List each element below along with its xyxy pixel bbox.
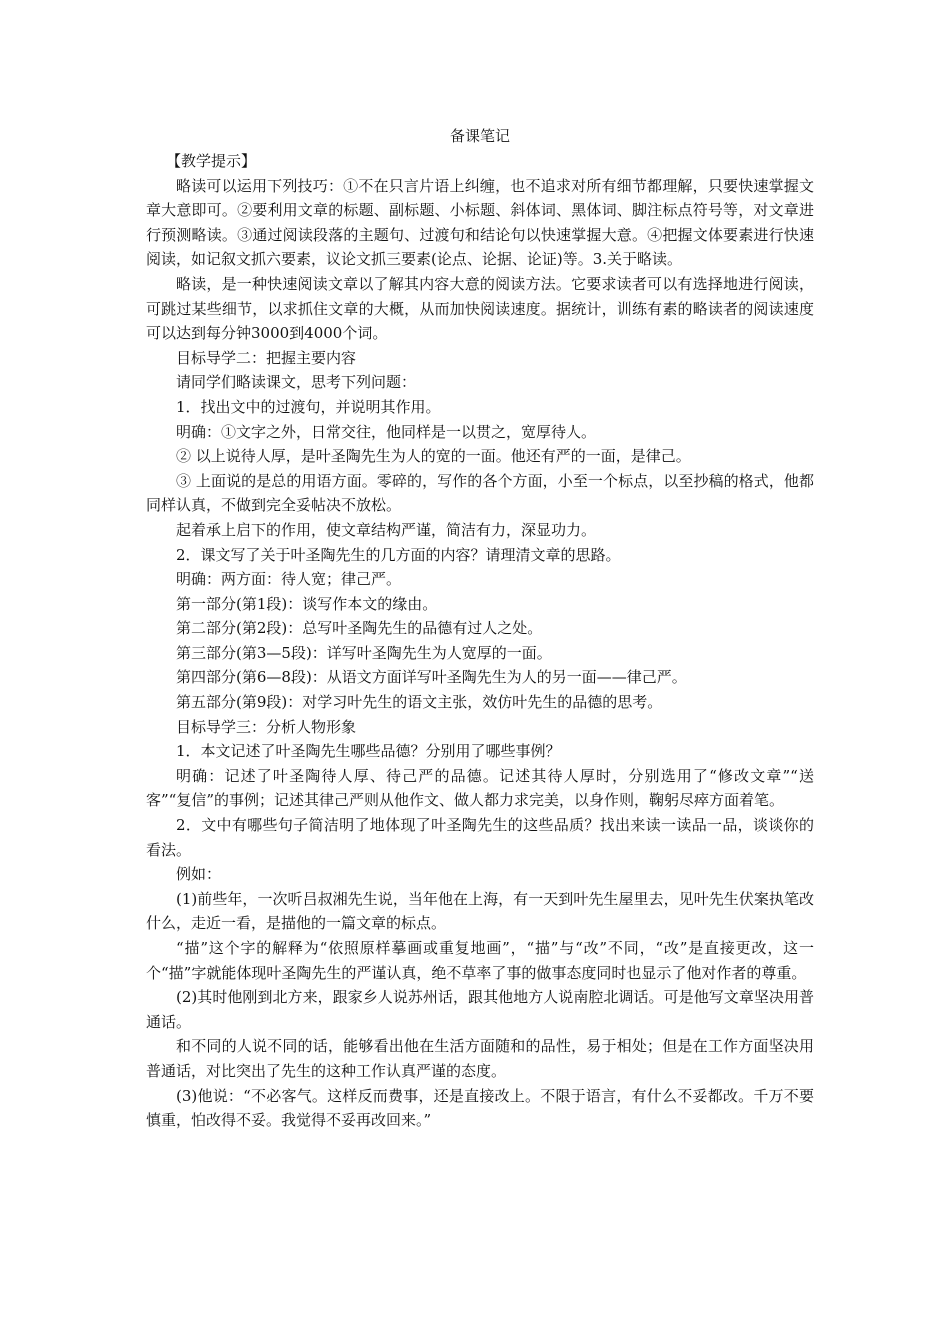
example-quote: (2)其时他刚到北方来，跟家乡人说苏州话，跟其他地方人说南腔北调话。可是他写文章坚决用普通话。 <box>146 988 814 1031</box>
answer: 明确：①文字之外，日常交往，他同样是一以贯之，宽厚待人。 <box>176 422 597 441</box>
paragraph: 略读，是一种快速阅读文章以了解其内容大意的阅读方法。它要求读者可以有选择地进行阅读，可跳过某些细节，以求抓住文章的大概，从而加快阅读速度。据统计，训练有素的略读者的阅读速度可以达到每分钟3000到4000个词。 <box>146 274 814 343</box>
outline-item: 第二部分(第2段)：总写叶圣陶先生的品德有过人之处。 <box>176 619 543 638</box>
question: 2．文中有哪些句子简洁明了地体现了叶圣陶先生的这些品质？找出来读一读品一品，谈谈你的看法。 <box>146 816 814 859</box>
outline-item: 第一部分(第1段)：谈写作本文的缘由。 <box>176 594 438 613</box>
example-quote: (3)他说：“不必客气。这样反而费事，还是直接改上。不限于语言，有什么不妥都改。千万不要慎重，怕改得不妥。我觉得不妥再改回来。” <box>146 1086 814 1130</box>
outline-item: 第三部分(第3—5段)：详写叶圣陶先生为人宽厚的一面。 <box>176 643 552 662</box>
outline-item: 第五部分(第9段)：对学习叶先生的语文主张，效仿叶先生的品德的思考。 <box>176 693 663 712</box>
section-heading: 目标导学二：把握主要内容 <box>176 348 357 367</box>
paragraph: 请同学们略读课文，思考下列问题： <box>176 373 417 392</box>
document-body <box>146 124 814 1133</box>
example-analysis: “描”这个字的解释为“依照原样摹画或重复地画”，“描”与“改”不同，“改”是直接更改，这一个“描”字就能体现叶圣陶先生的严谨认真，绝不草率了事的做事态度同时也显示了他对作者的尊重。 <box>146 939 814 982</box>
question: 1．本文记述了叶圣陶先生哪些品德？分别用了哪些事例？ <box>176 742 561 761</box>
answer: 明确：两方面：待人宽；律己严。 <box>176 570 402 589</box>
answer: ② 以上说待人厚，是叶圣陶先生为人的宽的一面。他还有严的一面，是律己。 <box>176 447 691 466</box>
question: 2．课文写了关于叶圣陶先生的几方面的内容？请理清文章的思路。 <box>176 545 621 564</box>
example-analysis: 和不同的人说不同的话，能够看出他在生活方面随和的品性，易于相处；但是在工作方面坚决用普通话，对比突出了先生的这种工作认真严谨的态度。 <box>146 1037 814 1080</box>
answer: ③ 上面说的是总的用语方面。零碎的，写作的各个方面，小至一个标点，以至抄稿的格式，他都同样认真，不做到完全妥帖决不放松。 <box>146 471 814 515</box>
section-heading-teaching-tips: 【教学提示】 <box>166 152 257 170</box>
outline-item: 第四部分(第6—8段)：从语文方面详写叶圣陶先生为人的另一面——律己严。 <box>176 668 687 687</box>
answer: 明确：记述了叶圣陶待人厚、待己严的品德。记述其待人厚时，分别选用了“修改文章”“送客”“复信”的事例；记述其律己严则从他作文、做人都力求完美，以身作则，鞠躬尽瘁方面着笔。 <box>146 766 814 810</box>
document-title: 备课笔记 <box>449 127 510 145</box>
paragraph: 略读可以运用下列技巧：①不在只言片语上纠缠，也不追求对所有细节都理解，只要快速掌握文章大意即可。②要利用文章的标题、副标题、小标题、斜体词、黑体词、脚注标点符号等，对文章进行预测略读。③通过阅读段落的主题句、过渡句和结论句以快速掌握大意。④把握文体要素进行快速阅读，如记叙文抓六要素，议论文抓三要素(论点、论据、论证)等。3.关于略读。 <box>146 176 814 269</box>
section-heading: 目标导学三：分析人物形象 <box>176 717 357 736</box>
example-quote: (1)前些年，一次听吕叔湘先生说，当年他在上海，有一天到叶先生屋里去，见叶先生伏案执笔改什么，走近一看，是描他的一篇文章的标点。 <box>146 889 814 933</box>
answer: 起着承上启下的作用，使文章结构严谨，简洁有力，深显功力。 <box>176 520 597 539</box>
question: 1．找出文中的过渡句，并说明其作用。 <box>176 397 441 416</box>
paragraph: 例如： <box>176 865 222 884</box>
